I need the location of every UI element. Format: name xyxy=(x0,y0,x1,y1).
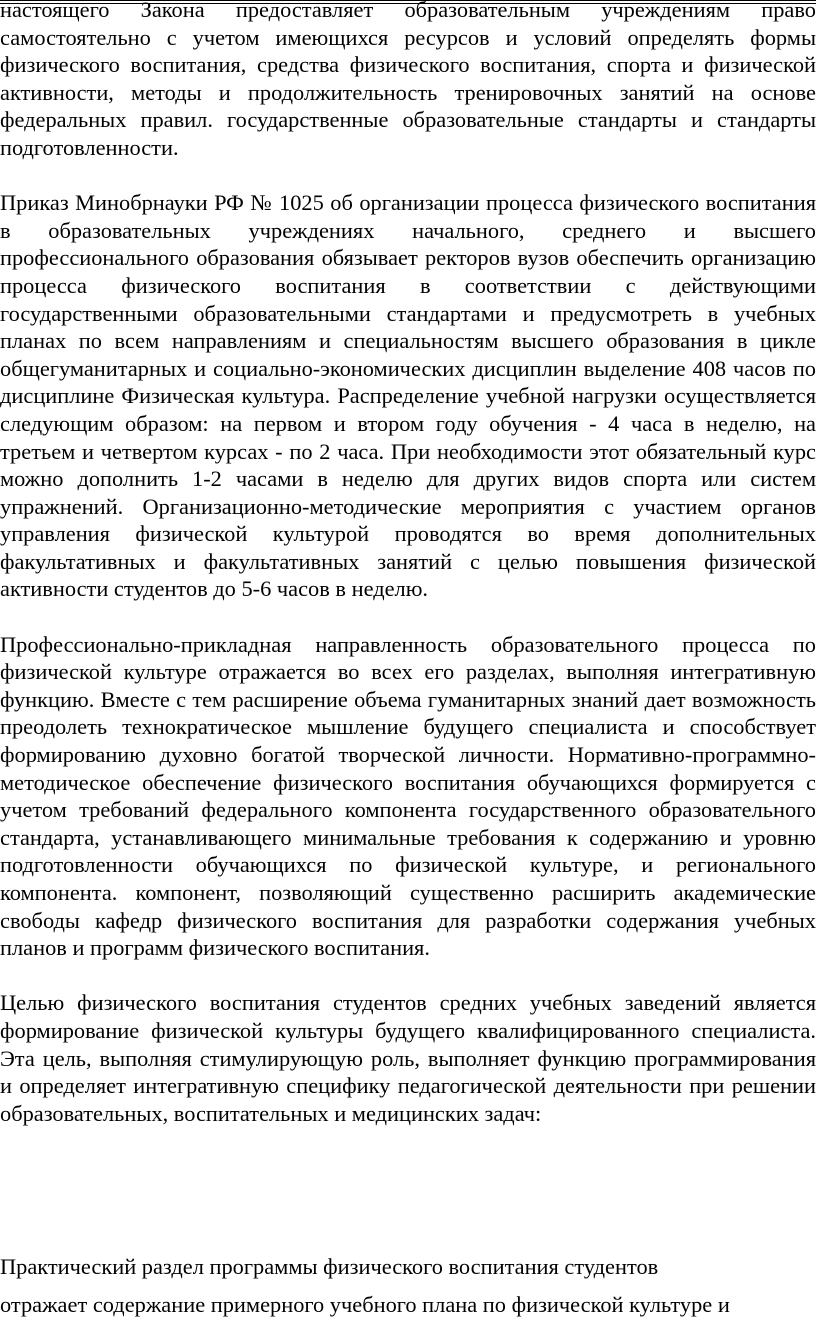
paragraph-law-provisions: настоящего Закона предоставляет образовательным учреждениям право самостоятельно с учетом имеющихся ресурсов и условий определять формы физического воспитания, средства физического воспитания, спорта и физической активности, методы и продолжительность тренировочных занятий на основе федеральных правил. государственные образовательные стандарты и стандарты подготовленности. xyxy=(0,0,816,160)
practical-section-line-1: Практический раздел программы физического воспитания студентов xyxy=(0,1254,659,1279)
paragraph-order-1025: Приказ Минобрнауки РФ № 1025 об организации процесса физического воспитания в образовательных учреждениях начального, среднего и высшего профессионального образования обязывает ректоров вузов обеспечить организацию процесса физического воспитания в соответствии с действующими государственными образовательными стандартами и предусмотреть в учебных планах по всем направлениям и специальностям высшего образования в цикле общегуманитарных и социально-экономических дисциплин выделение 408 часов по дисциплине Физическая культура. Распределение учебной нагрузки осуществляется следующим образом: на первом и втором году обучения - 4 часа в неделю, на третьем и четвертом курсах - по 2 часа. При необходимости этот обязательный курс можно дополнить 1-2 часами в неделю для других видов спорта или систем упражнений. Организационно-методические мероприятия с участием органов управления физической культурой проводятся во время дополнительных факультативных и факультативных занятий с целью повышения физической активности студентов до 5-6 часов в неделю. xyxy=(0,190,816,602)
paragraph-professional-orientation: Профессионально-прикладная направленность образовательного процесса по физической культуре отражается во всех его разделах, выполняя интегративную функцию. Вместе с тем расширение объема гуманитарных знаний дает возможность преодолеть технократическое мышление будущего специалиста и способствует формированию духовно богатой творческой личности. Нормативно-программно-методическое обеспечение физического воспитания обучающихся формируется с учетом требований федерального компонента государственного образовательного стандарта, устанавливающего минимальные требования к содержанию и уровню подготовленности обучающихся по физической культуре, и регионального компонента. компонент, позволяющий существенно расширить академические свободы кафедр физического воспитания для разработки содержания учебных планов и программ физического воспитания. xyxy=(0,631,816,961)
practical-section-text xyxy=(0,1248,816,1324)
paragraph-goal: Целью физического воспитания студентов средних учебных заведений является формирование физической культуры будущего квалифицированного специалиста. Эта цель, выполняя стимулирующую роль, выполняет функцию программирования и определяет интегративную специфику педагогической деятельности при решении образовательных, воспитательных и медицинских задач: xyxy=(0,990,816,1126)
practical-section-line-2: отражает содержание примерного учебного плана по физической культуре и xyxy=(0,1292,730,1317)
